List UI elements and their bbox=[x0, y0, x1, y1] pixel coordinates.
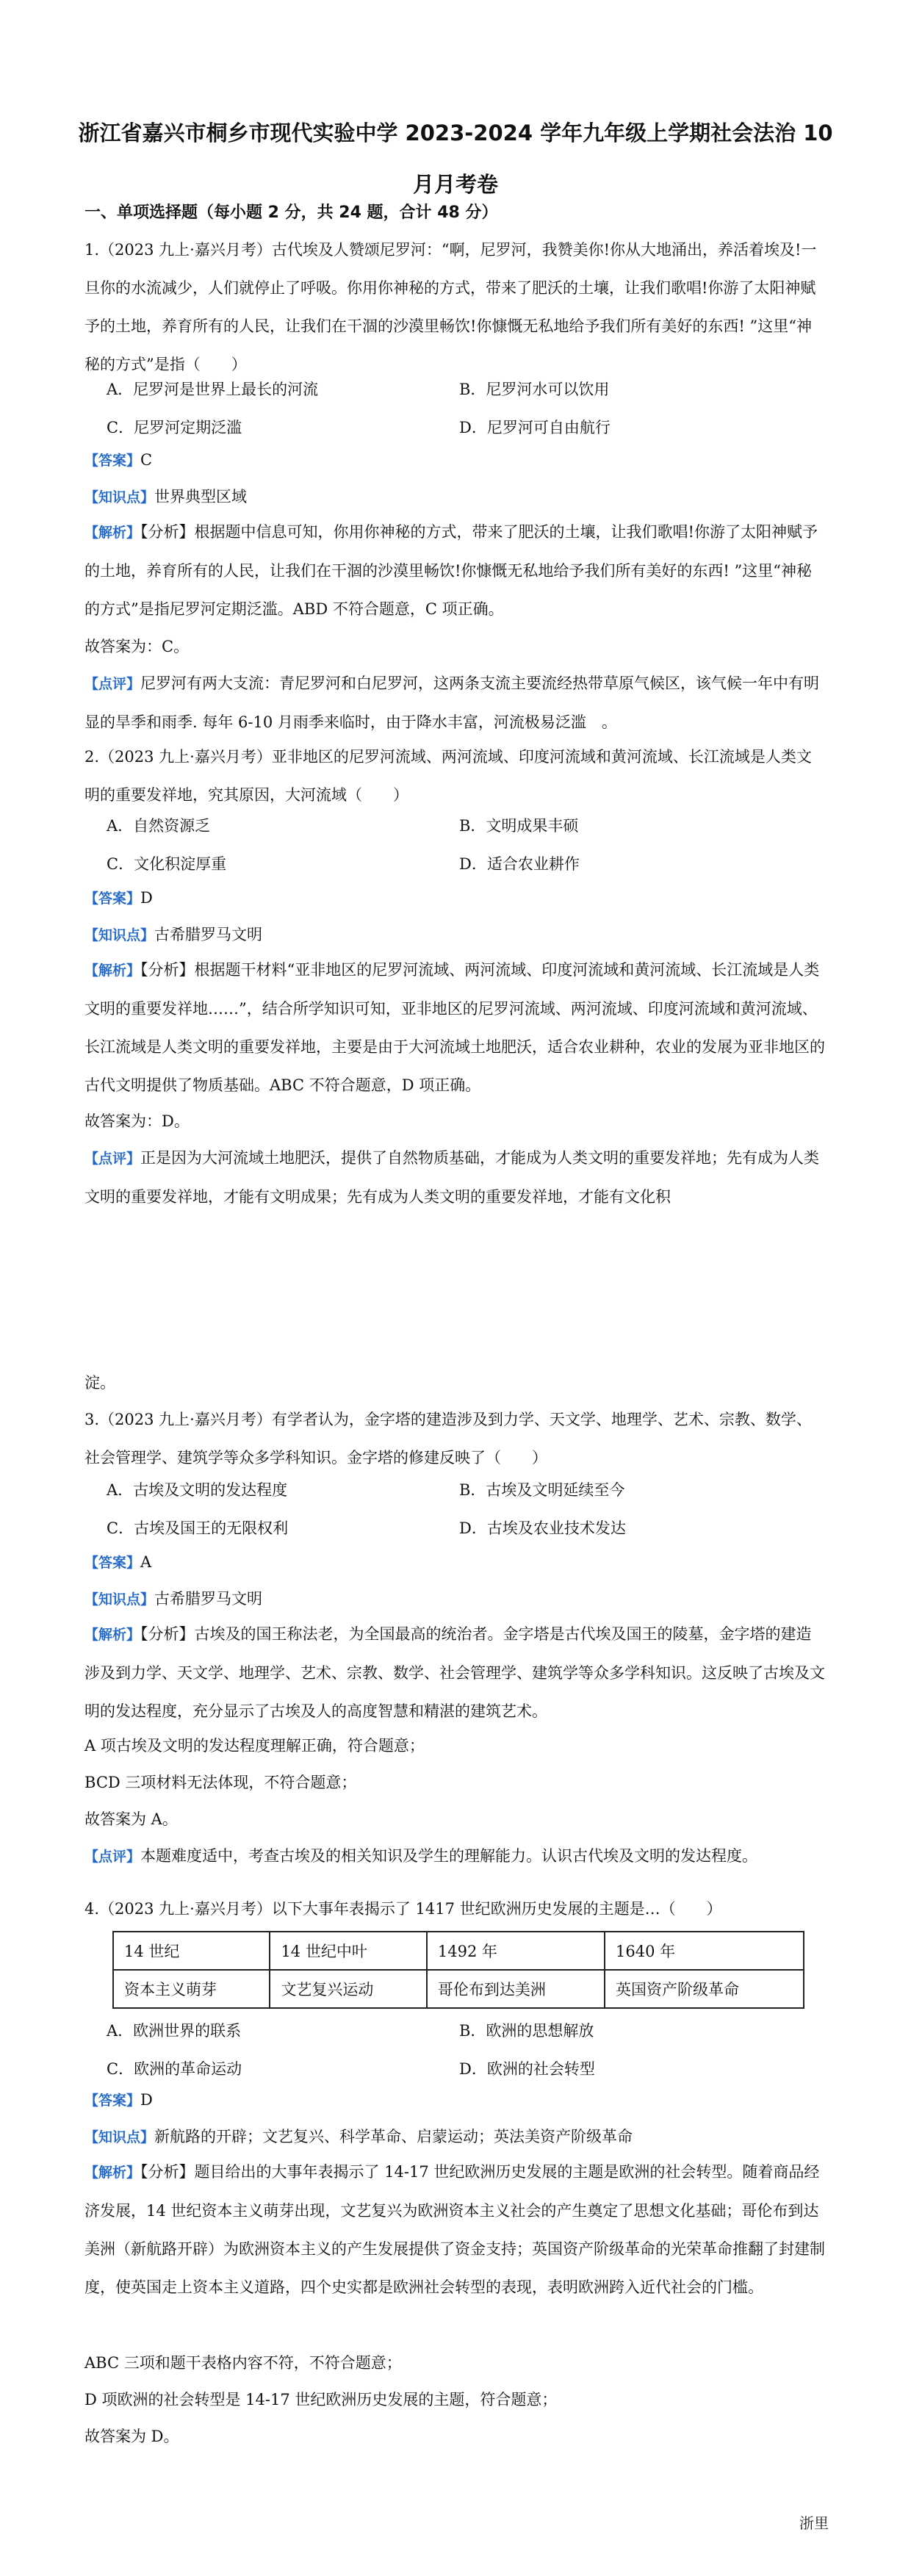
q1-conclusion: 故答案为：C。 bbox=[84, 638, 190, 655]
table-cell: 资本主义萌芽 bbox=[113, 1970, 270, 2008]
q2-answer-row bbox=[84, 879, 827, 918]
question-2-options bbox=[107, 807, 812, 883]
q4-line-3: 故答案为 D。 bbox=[84, 2428, 179, 2445]
comment-label: 【点评】 bbox=[84, 1849, 141, 1865]
table-row bbox=[113, 1932, 804, 1970]
question-1-options bbox=[107, 370, 812, 447]
analysis-label: 【解析】 bbox=[84, 1627, 141, 1643]
q2-comment: 正是因为大河流域土地肥沃，提供了自然物质基础，才能成为人类文明的重要发祥地；先有成为人类文明的重要发祥地，才能有文明成果；先有成为人类文明的重要发祥地，才能有文化积 bbox=[84, 1149, 820, 1206]
answer-label: 【答案】 bbox=[84, 2093, 141, 2109]
q3-option-d: D．古埃及农业技术发达 bbox=[459, 1519, 626, 1537]
table-row bbox=[113, 1970, 804, 2008]
analysis-label: 【解析】 bbox=[84, 525, 141, 541]
q1-option-b: B．尼罗河水可以饮用 bbox=[459, 381, 610, 398]
q3-answer: A bbox=[140, 1553, 152, 1571]
knowledge-label: 【知识点】 bbox=[84, 927, 155, 943]
q4-knowledge: 新航路的开辟；文艺复兴、科学革命、启蒙运动；英法美资产阶级革命 bbox=[154, 2128, 633, 2145]
q3-comment: 本题难度适中，考查古埃及的相关知识及学生的理解能力。认识古代埃及文明的发达程度。 bbox=[140, 1847, 758, 1865]
q4-analysis: 【分析】题目给出的大事年表揭示了 14-17 世纪欧洲历史发展的主题是欧洲的社会转型。随着商品经济发展，14 世纪资本主义萌芽出现，文艺复兴为欧洲资本主义社会的产生奠定了思想文化基础；哥伦布到达美洲（新航路开辟）为欧洲资本主义的产生发展提供了资金支持；英国资产阶级革命的光荣革命推翻了封建制度，使英国走上资本主义道路，四个史实都是欧洲社会转型的表现，表明欧洲跨入近代社会的门槛。 bbox=[84, 2163, 825, 2296]
q1-analysis-block bbox=[84, 513, 827, 628]
q4-answer-row bbox=[84, 2081, 827, 2120]
q4-line-1: ABC 三项和题干表格内容不符，不符合题意； bbox=[84, 2354, 402, 2372]
q2-option-a: A．自然资源乏 bbox=[107, 817, 211, 835]
q4-option-a: A．欧洲世界的联系 bbox=[107, 2022, 242, 2040]
table-cell: 14 世纪 bbox=[113, 1932, 270, 1970]
table-cell: 1640 年 bbox=[605, 1932, 804, 1970]
section-heading: 一、单项选择题（每小题 2 分，共 24 题，合计 48 分） bbox=[84, 204, 498, 222]
answer-label: 【答案】 bbox=[84, 1555, 141, 1571]
q2-option-d: D．适合农业耕作 bbox=[459, 855, 580, 873]
question-3-options bbox=[107, 1471, 812, 1547]
knowledge-label: 【知识点】 bbox=[84, 489, 155, 506]
q1-knowledge: 世界典型区域 bbox=[154, 488, 248, 506]
q4-knowledge-row bbox=[84, 2118, 827, 2156]
page-footer: 浙里 bbox=[799, 2514, 829, 2532]
q4-line-2: D 项欧洲的社会转型是 14-17 世纪欧洲历史发展的主题，符合题意； bbox=[84, 2391, 558, 2408]
q1-option-c: C．尼罗河定期泛滥 bbox=[107, 419, 242, 436]
q1-option-a: A．尼罗河是世界上最长的河流 bbox=[107, 381, 319, 398]
question-2-stem: 2.（2023 九上·嘉兴月考）亚非地区的尼罗河流域、两河流域、印度河流域和黄河流域、长江流域是人类文明的重要发祥地，究其原因，大河流域（ ） bbox=[84, 748, 812, 804]
q2-option-c: C．文化积淀厚重 bbox=[107, 855, 227, 873]
document-title-line2: 月月考卷 bbox=[412, 172, 498, 197]
analysis-label: 【解析】 bbox=[84, 963, 141, 979]
table-cell: 哥伦布到达美洲 bbox=[427, 1970, 605, 2008]
q2-analysis-block bbox=[84, 951, 827, 1104]
document-title-line1: 浙江省嘉兴市桐乡市现代实验中学 2023-2024 学年九年级上学期社会法治 10 bbox=[78, 120, 833, 145]
table-cell: 英国资产阶级革命 bbox=[605, 1970, 804, 2008]
q3-line-3: 故答案为 A。 bbox=[84, 1810, 178, 1828]
q2-option-b: B．文明成果丰硕 bbox=[459, 817, 579, 835]
q3-option-b: B．古埃及文明延续至今 bbox=[459, 1481, 625, 1499]
table-cell: 文艺复兴运动 bbox=[270, 1970, 426, 2008]
comment-label: 【点评】 bbox=[84, 1151, 141, 1167]
q3-analysis-block bbox=[84, 1615, 827, 1730]
q4-option-c: C．欧洲的革命运动 bbox=[107, 2060, 242, 2078]
analysis-label: 【解析】 bbox=[84, 2165, 141, 2181]
q2-knowledge-row bbox=[84, 915, 827, 954]
table-cell: 1492 年 bbox=[427, 1932, 605, 1970]
q3-option-c: C．古埃及国王的无限权利 bbox=[107, 1519, 289, 1537]
knowledge-label: 【知识点】 bbox=[84, 2129, 155, 2145]
q2-conclusion: 故答案为：D。 bbox=[84, 1112, 190, 1130]
q4-analysis-block bbox=[84, 2153, 827, 2306]
comment-label: 【点评】 bbox=[84, 676, 141, 692]
q3-line-2: BCD 三项材料无法体现，不符合题意； bbox=[84, 1774, 357, 1791]
q1-option-d: D．尼罗河可自由航行 bbox=[459, 419, 611, 436]
q1-answer: C bbox=[140, 451, 153, 469]
q3-line-1: A 项古埃及文明的发达程度理解正确，符合题意； bbox=[84, 1737, 425, 1755]
q1-comment: 尼罗河有两大支流：青尼罗河和白尼罗河，这两条支流主要流经热带草原气候区，该气候一年中有明显的旱季和雨季. 每年 6-10 月雨季来临时，由于降水丰富，河流极易泛滥 。 bbox=[84, 674, 820, 731]
q3-comment-block bbox=[84, 1837, 827, 1876]
q3-analysis: 【分析】古埃及的国王称法老，为全国最高的统治者。金字塔是古代埃及国王的陵墓，金字塔的建造涉及到力学、天文学、地理学、艺术、宗教、数学、社会管理学、建筑学等众多学科知识。这反映了古埃及文明的发达程度，充分显示了古埃及人的高度智慧和精湛的建筑艺术。 bbox=[84, 1625, 825, 1720]
q1-answer-row bbox=[84, 441, 827, 480]
knowledge-label: 【知识点】 bbox=[84, 1591, 155, 1608]
q2-comment-block bbox=[84, 1139, 827, 1216]
q3-option-a: A．古埃及文明的发达程度 bbox=[107, 1481, 288, 1499]
question-4-options bbox=[107, 2012, 812, 2088]
q4-option-b: B．欧洲的思想解放 bbox=[459, 2022, 594, 2040]
q2-knowledge: 古希腊罗马文明 bbox=[154, 926, 263, 943]
question-4-stem: 4.（2023 九上·嘉兴月考）以下大事年表揭示了 1417 世纪欧洲历史发展的主题是…（ ） bbox=[84, 1900, 722, 1918]
q3-answer-row bbox=[84, 1543, 827, 1582]
q1-analysis: 【分析】根据题中信息可知，你用你神秘的方式，带来了肥沃的土壤，让我们歌唱!你游了太阳神赋予的土地，养育所有的人民，让我们在干涸的沙漠里畅饮!你慷慨无私地给予我们所有美好的东西! ”这里“神秘的方式”是指尼罗河定期泛滥。ABD 不符合题意，C 项正确。 bbox=[84, 523, 818, 618]
q2-analysis: 【分析】根据题干材料“亚非地区的尼罗河流域、两河流域、印度河流域和黄河流域、长江流域是人类文明的重要发祥地……”，结合所学知识可知，亚非地区的尼罗河流域、两河流域、印度河流域和黄河流域、长江流域是人类文明的重要发祥地，主要是由于大河流域土地肥沃，适合农业耕种，农业的发展为亚非地区的古代文明提供了物质基础。ABC 不符合题意，D 项正确。 bbox=[84, 961, 825, 1094]
table-cell: 14 世纪中叶 bbox=[270, 1932, 426, 1970]
q1-knowledge-row bbox=[84, 478, 827, 517]
q3-knowledge: 古希腊罗马文明 bbox=[154, 1590, 263, 1608]
q2-answer: D bbox=[140, 889, 153, 907]
answer-label: 【答案】 bbox=[84, 891, 141, 907]
q3-knowledge-row bbox=[84, 1580, 827, 1619]
question-3-stem: 3.（2023 九上·嘉兴月考）有学者认为，金字塔的建造涉及到力学、天文学、地理学、艺术、宗教、数学、社会管理学、建筑学等众多学科知识。金字塔的修建反映了（ ） bbox=[84, 1411, 812, 1467]
q2-comment-tail: 淀。 bbox=[84, 1374, 115, 1392]
q1-comment-block bbox=[84, 664, 827, 741]
events-table bbox=[112, 1931, 804, 2009]
answer-label: 【答案】 bbox=[84, 453, 141, 469]
question-1-stem: 1.（2023 九上·嘉兴月考）古代埃及人赞颂尼罗河：“啊，尼罗河，我赞美你!你从大地涌出，养活着埃及!一旦你的水流减少，人们就停止了呼吸。你用你神秘的方式，带来了肥沃的土壤，让我们歌唱!你游了太阳神赋予的土地，养育所有的人民，让我们在干涸的沙漠里畅饮!你慷慨无私地给予我们所有美好的东西! ”这里“神秘的方式”是指（ ） bbox=[84, 241, 817, 373]
q4-answer: D bbox=[140, 2091, 153, 2109]
q4-option-d: D．欧洲的社会转型 bbox=[459, 2060, 595, 2078]
